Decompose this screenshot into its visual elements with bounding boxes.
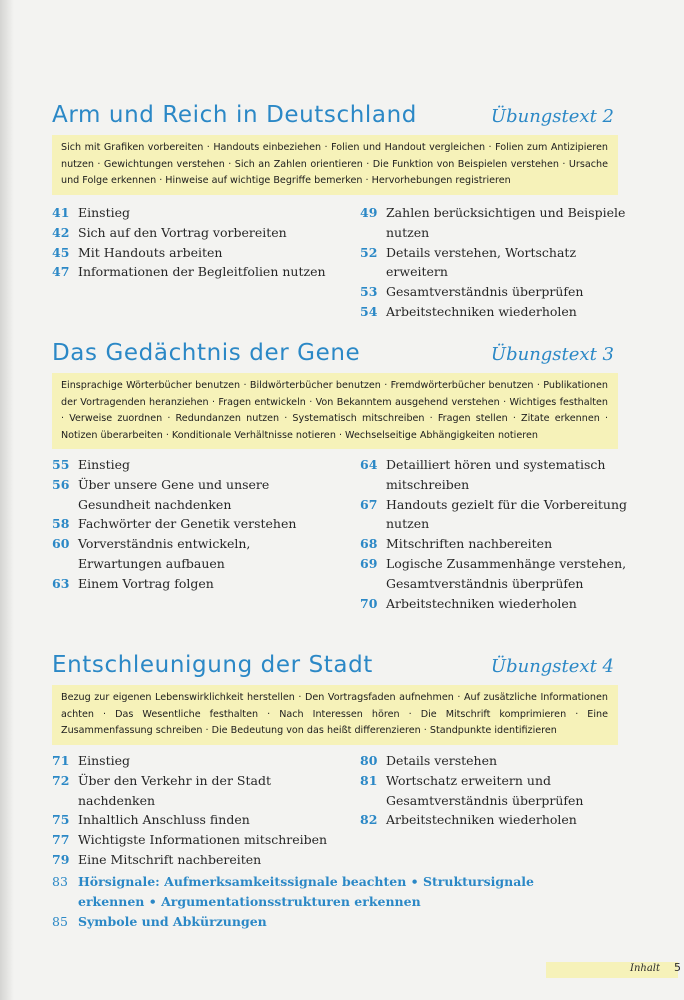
page-gutter-shadow (0, 0, 14, 1000)
chapter-entry[interactable] (360, 534, 630, 554)
page-number: 81 (360, 772, 378, 788)
section-entschleunigung-der-stadt (52, 652, 618, 867)
section-title: Das Gedächtnis der Gene (52, 340, 361, 366)
chapter-entry[interactable] (360, 771, 611, 811)
chapter-entry[interactable] (360, 554, 656, 594)
skills-summary-box: Sich mit Grafiken vorbereiten · Handouts einbeziehen · Folien und Handout vergleichen · Folien zum Antizipieren nutzen · Gewichtungen verstehen · Sich an Zahlen orientieren · Die Funktion von Beispielen verstehen · Ursache und Folge erkennen · Hinweise auf wichtige Begriffe bemerken · Hervorhebungen registrieren (52, 135, 618, 195)
page-number: 71 (52, 753, 70, 768)
page-number: 75 (52, 812, 70, 828)
page-number: 80 (360, 753, 378, 768)
chapter-title: Handouts gezielt für die Vorbereitung nutzen (386, 496, 628, 532)
chapter-title: Arbeitstechniken wiederholen (386, 303, 577, 319)
chapter-title: Arbeitstechniken wiederholen (386, 812, 577, 828)
chapter-title: Gesamtverständnis überprüfen (386, 284, 584, 300)
section-title: Entschleunigung der Stadt (52, 652, 373, 678)
chapter-entry[interactable] (360, 302, 630, 322)
page-number: 68 (360, 536, 378, 552)
appendix-title: Symbole und Abkürzungen (78, 913, 267, 929)
footer-page-number: 5 (674, 961, 681, 974)
chapter-title: Über den Verkehr in der Stadt nachdenken (78, 772, 271, 808)
chapter-entry[interactable] (360, 243, 630, 283)
footer-section-label: Inhalt (630, 963, 661, 974)
page-number: 82 (360, 812, 378, 828)
chapter-list-right (360, 751, 630, 830)
chapter-title: Inhaltlich Anschluss finden (78, 812, 250, 828)
skills-summary-box: Einsprachige Wörterbücher benutzen · Bildwörterbücher benutzen · Fremdwörterbücher benutzen · Publikationen der Vortragenden heranziehen · Fragen entwickeln · Von Bekanntem ausgehend verstehen · Wichtiges festhalten · Verweise zuordnen · Redundanzen nutzen · Systematisch mitschreiben · Fragen stellen · Zitate erkennen · Notizen überarbeiten · Konditionale Verhältnisse notieren · Wechselseitige Abhängigkeiten notieren (52, 373, 618, 449)
chapter-title: Zahlen berücksichtigen und Beispiele nutzen (386, 205, 626, 240)
chapter-title: Sich auf den Vortrag vorbereiten (78, 224, 287, 240)
appendix-entry[interactable] (52, 912, 612, 932)
chapter-title: Wichtigste Informationen mitschreiben (78, 832, 328, 848)
chapter-entry[interactable] (52, 574, 347, 594)
chapter-entry[interactable] (52, 514, 347, 534)
chapter-list-right (360, 455, 630, 613)
page-number: 52 (360, 244, 378, 260)
chapter-entry[interactable] (52, 771, 347, 811)
chapter-entry[interactable] (52, 203, 347, 223)
chapter-entry[interactable] (52, 455, 347, 475)
chapter-list-left (52, 455, 347, 594)
page-number: 41 (52, 205, 70, 220)
chapter-entry[interactable] (52, 534, 308, 574)
page-number: 83 (52, 874, 68, 889)
chapter-entry[interactable] (52, 830, 347, 850)
section-title: Arm und Reich in Deutschland (52, 102, 417, 128)
chapter-title: Detailliert hören und systematisch mitschreiben (386, 457, 606, 492)
chapter-entry[interactable] (52, 243, 347, 263)
chapter-entry[interactable] (360, 495, 656, 535)
chapter-title: Vorverständnis entwickeln, Erwartungen aufbauen (78, 536, 251, 571)
section-gedaechtnis-der-gene (52, 340, 628, 620)
chapter-title: Wortschatz erweitern und Gesamtverständnis überprüfen (386, 772, 584, 808)
page-number: 64 (360, 457, 378, 472)
chapter-title: Fachwörter der Genetik verstehen (78, 516, 297, 532)
appendix-list (52, 872, 612, 931)
exercise-label: Übungstext 3 (490, 344, 614, 365)
chapter-entry[interactable] (360, 594, 630, 614)
page-number: 69 (360, 555, 378, 571)
page-number: 79 (52, 851, 70, 867)
chapter-title: Einem Vortrag folgen (78, 575, 214, 591)
page-number: 53 (360, 284, 378, 300)
page-number: 47 (52, 264, 70, 280)
page-number: 72 (52, 772, 70, 788)
chapter-entry[interactable] (52, 751, 347, 771)
chapter-title: Einstieg (78, 457, 131, 472)
page-number: 85 (52, 913, 68, 929)
chapter-title: Details verstehen (386, 753, 498, 768)
page-number: 67 (360, 496, 378, 512)
page-number: 45 (52, 244, 70, 260)
chapter-entry[interactable] (52, 850, 347, 870)
chapter-title: Mitschriften nachbereiten (386, 536, 553, 552)
chapter-title: Logische Zusammenhänge verstehen, Gesamtverständnis überprüfen (386, 555, 627, 591)
page-number: 63 (52, 575, 70, 591)
section-arm-und-reich (52, 102, 626, 319)
chapter-entry[interactable] (52, 223, 347, 243)
page-number: 58 (52, 516, 70, 532)
chapter-entry[interactable] (360, 203, 630, 243)
page-number: 77 (52, 832, 70, 848)
page-number: 70 (360, 595, 378, 611)
appendix-entry[interactable] (52, 872, 578, 912)
chapter-title: Eine Mitschrift nachbereiten (78, 851, 262, 867)
chapter-list-right (360, 203, 630, 322)
chapter-title: Über unsere Gene und unsere Gesundheit nachdenken (78, 476, 270, 512)
chapter-title: Arbeitstechniken wiederholen (386, 595, 577, 611)
chapter-title: Einstieg (78, 753, 131, 768)
page-number: 55 (52, 457, 70, 472)
chapter-entry[interactable] (360, 810, 630, 830)
chapter-entry[interactable] (52, 262, 347, 282)
page-number: 60 (52, 536, 70, 552)
chapter-entry[interactable] (360, 282, 630, 302)
chapter-entry[interactable] (360, 751, 630, 771)
skills-summary-box: Bezug zur eigenen Lebenswirklichkeit herstellen · Den Vortragsfaden aufnehmen · Auf zusätzliche Informationen achten · Das Wesentliche festhalten · Nach Interessen hören · Die Mitschrift komprimieren · Eine Zusammenfassung schreiben · Die Bedeutung von das heißt differenzieren · Standpunkte identifizieren (52, 685, 618, 745)
chapter-entry[interactable] (360, 455, 636, 495)
page-number: 42 (52, 224, 70, 240)
chapter-title: Einstieg (78, 205, 131, 220)
exercise-label: Übungstext 4 (490, 656, 614, 677)
chapter-title: Mit Handouts arbeiten (78, 244, 223, 260)
page-number: 54 (360, 303, 378, 319)
chapter-list-left (52, 751, 347, 870)
chapter-list-left (52, 203, 347, 282)
chapter-title: Details verstehen, Wortschatz erweitern (386, 244, 577, 280)
chapter-title: Informationen der Begleitfolien nutzen (78, 264, 326, 280)
chapter-entry[interactable] (52, 810, 347, 830)
chapter-entry[interactable] (52, 475, 338, 515)
exercise-label: Übungstext 2 (490, 106, 614, 127)
appendix-title: Hörsignale: Aufmerksamkeitssignale beachten • Struktursignale erkennen • Argumentationsstrukturen erkennen (78, 874, 535, 909)
page-number: 56 (52, 476, 70, 492)
page-number: 49 (360, 205, 378, 220)
